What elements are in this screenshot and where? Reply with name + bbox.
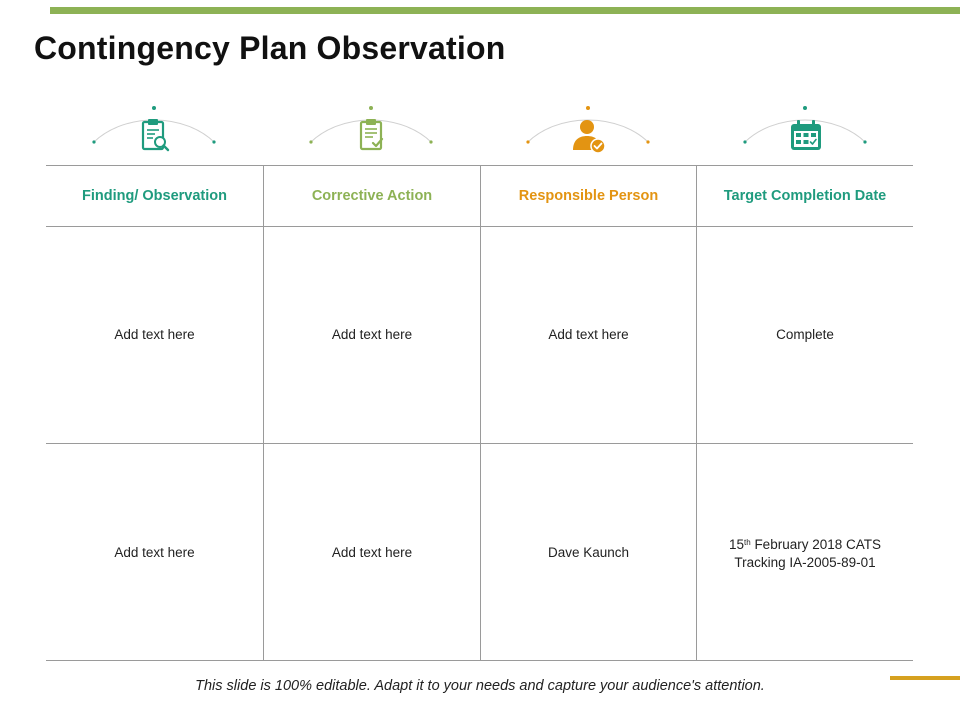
- table-cell[interactable]: Add text here: [480, 227, 696, 443]
- table-cell[interactable]: Add text here: [114, 544, 195, 560]
- table-cell[interactable]: Add text here: [263, 227, 480, 443]
- table-header-row: [46, 166, 913, 227]
- top-accent-bar: [50, 7, 960, 14]
- observation-table: [46, 165, 913, 661]
- icon-column-responsible: [480, 98, 697, 164]
- calendar-icon: [786, 116, 826, 156]
- table-row: [46, 444, 913, 661]
- target-date-line-1: [729, 534, 881, 554]
- icon-column-corrective: [263, 98, 480, 164]
- icon-column-finding: [46, 98, 263, 164]
- date-ordinal-suffix: th: [744, 537, 751, 547]
- date-day: 15: [728, 536, 745, 552]
- table-cell-target-date[interactable]: [696, 444, 913, 661]
- header-responsible-person: Responsible Person: [480, 166, 696, 226]
- header-finding-observation: Finding/ Observation: [81, 188, 227, 204]
- clipboard-check-icon: [352, 116, 392, 156]
- date-rest: February 2018 CATS: [750, 536, 881, 552]
- table-cell[interactable]: Dave Kaunch: [480, 444, 696, 661]
- table-row: [46, 227, 913, 444]
- header-target-completion-date: Target Completion Date: [696, 166, 913, 226]
- clipboard-search-icon: [135, 116, 175, 156]
- footer-accent-bar: [890, 676, 960, 680]
- table-cell[interactable]: Complete: [696, 227, 913, 443]
- footer-note: This slide is 100% editable. Adapt it to your needs and capture your audience's attention.: [195, 678, 765, 694]
- page-title: Contingency Plan Observation: [34, 30, 506, 66]
- header-corrective-action: Corrective Action: [263, 166, 480, 226]
- table-cell[interactable]: Add text here: [114, 327, 195, 342]
- table-cell[interactable]: Add text here: [263, 444, 480, 661]
- icon-column-target-date: [697, 98, 914, 164]
- person-check-icon: [569, 116, 609, 156]
- target-date-line-2: Tracking IA-2005-89-01: [734, 554, 876, 570]
